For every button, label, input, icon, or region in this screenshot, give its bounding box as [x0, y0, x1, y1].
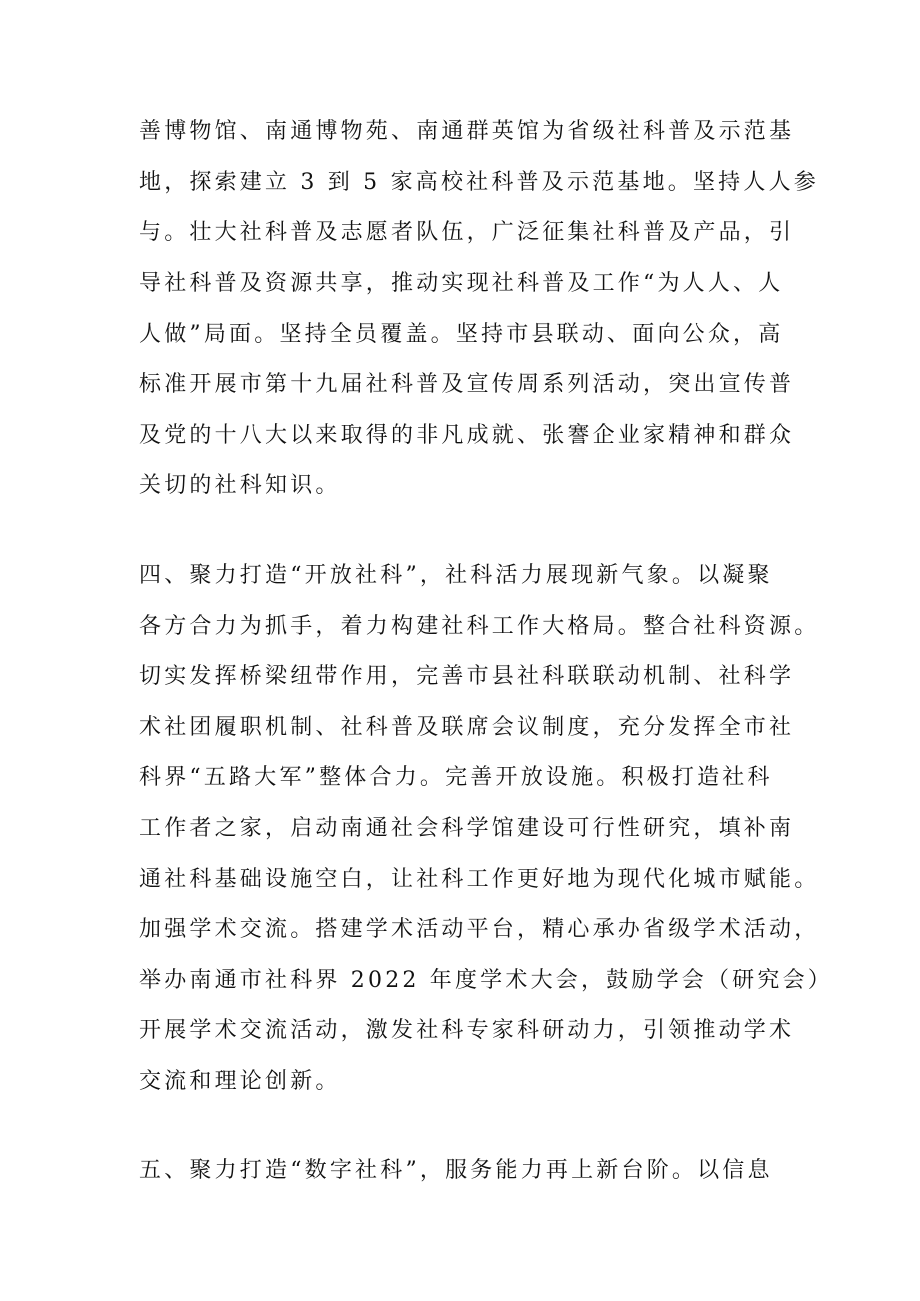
text-line: 标准开展市第十九届社科普及宣传周系列活动，突出宣传普 — [139, 372, 795, 397]
paragraph-heading-line: 五、聚力打造“数字社科”，服务能力再上新台阶。以信息 — [139, 1158, 773, 1183]
text-line: 导社科普及资源共享，推动实现社科普及工作“为人人、人 — [139, 271, 784, 296]
text-line: 术社团履职机制、社科普及联席会议制度，充分发挥全市社 — [139, 715, 795, 740]
text-line: 关切的社科知识。 — [139, 473, 341, 498]
text-line: 地，探索建立 3 到 5 家高校社科普及示范基地。坚持人人参 — [139, 170, 819, 195]
paragraph-heading-line: 四、聚力打造“开放社科”，社科活力展现新气象。以凝聚 — [139, 563, 773, 588]
text-line: 切实发挥桥梁纽带作用，完善市县社科联联动机制、社科学 — [139, 664, 795, 689]
text-line: 科界“五路大军”整体合力。完善开放设施。积极打造社科 — [139, 765, 773, 790]
text-line: 交流和理论创新。 — [139, 1069, 341, 1094]
text-line: 善博物馆、南通博物苑、南通群英馆为省级社科普及示范基 — [139, 119, 795, 144]
text-line: 开展学术交流活动，激发社科专家科研动力，引领推动学术 — [139, 1018, 795, 1043]
text-line: 各方合力为抓手，着力构建社科工作大格局。整合社科资源。 — [139, 614, 820, 639]
text-line: 举办南通市社科界 2022 年度学术大会，鼓励学会（研究会） — [139, 968, 833, 993]
text-line: 与。壮大社科普及志愿者队伍，广泛征集社科普及产品，引 — [139, 220, 795, 245]
text-line: 加强学术交流。搭建学术活动平台，精心承办省级学术活动， — [139, 917, 820, 942]
text-line: 及党的十八大以来取得的非凡成就、张謇企业家精神和群众 — [139, 423, 795, 448]
text-line: 通社科基础设施空白，让社科工作更好地为现代化城市赋能。 — [139, 867, 820, 892]
text-line: 工作者之家，启动南通社会科学馆建设可行性研究，填补南 — [139, 816, 795, 841]
text-line: 人做”局面。坚持全员覆盖。坚持市县联动、面向公众，高 — [139, 322, 784, 347]
